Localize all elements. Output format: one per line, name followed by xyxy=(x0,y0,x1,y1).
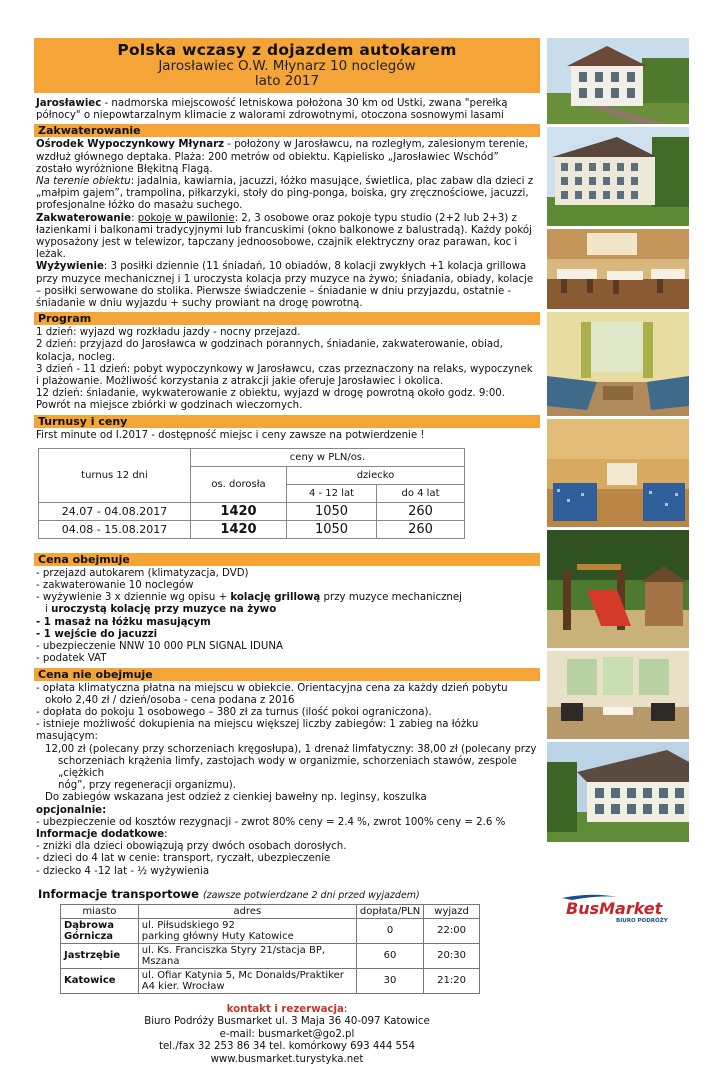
hotel-illustration xyxy=(547,127,689,226)
hotel-photo xyxy=(547,127,689,226)
info-label: Informacje dodatkowe xyxy=(36,828,165,840)
intro-text: - nadmorska miejscowość letniskowa położona 30 km od Ustki, zwana "perełką północy" o niepowtarzalnym klimacie z walorami zdrowotnymi, otoczona sosnowymi lasami xyxy=(36,98,508,122)
table-row xyxy=(39,502,465,520)
transport-city: Dąbrowa Górnicza xyxy=(61,918,139,943)
price-child2: 260 xyxy=(377,520,465,538)
transport-addr-line: parking główny Huty Katowice xyxy=(141,930,294,942)
transport-addr-line: A4 kier. Wrocław xyxy=(141,980,225,992)
transport-title xyxy=(38,887,540,901)
included-gala: uroczystą kolację przy muzyce na żywo xyxy=(51,604,277,616)
rooms-label: Zakwaterowanie xyxy=(36,212,132,224)
contact-title-line xyxy=(34,1004,540,1017)
contact-website[interactable]: www.busmarket.turystyka.net xyxy=(210,1053,364,1065)
dining-room-photo xyxy=(547,229,689,309)
price-col-child2: do 4 lat xyxy=(377,484,465,502)
info-line: - dzieci do 4 lat w cenie: transport, ryczałt, ubezpieczenie xyxy=(36,853,331,865)
dining-illustration xyxy=(547,229,689,309)
price-child2: 260 xyxy=(377,502,465,520)
transport-col-fee: dopłata/PLN xyxy=(356,904,423,918)
included-line: - 1 masaż na łóżku masującym xyxy=(36,616,211,628)
included-grill: kolację grillową xyxy=(230,592,321,604)
included-line: - przejazd autokarem (klimatyzacja, DVD) xyxy=(36,567,249,579)
transport-addr xyxy=(138,968,356,993)
price-child1: 1050 xyxy=(287,520,377,538)
contact-phone: tel./fax 32 253 86 34 tel. komórkowy 693 444 554 xyxy=(158,1041,415,1053)
transport-time: 22:00 xyxy=(424,918,480,943)
contact-title: kontakt i rezerwacja xyxy=(226,1003,344,1015)
optional-label: opcjonalnie: xyxy=(36,804,107,816)
villa-photo xyxy=(547,38,689,124)
bedroom-photo xyxy=(547,312,689,416)
section-zakwaterowanie: Zakwaterowanie xyxy=(34,124,540,137)
studio-room-photo xyxy=(547,419,689,527)
offer-header xyxy=(34,38,540,93)
price-table xyxy=(38,448,465,539)
section-turnusy: Turnusy i ceny xyxy=(34,415,540,428)
transport-col-time: wyjazd xyxy=(424,904,480,918)
offer-page xyxy=(34,38,540,1066)
rooms-pavilion: pokoje w pawilonie xyxy=(137,212,235,224)
busmarket-logo-mark xyxy=(560,892,672,924)
price-col-child1: 4 - 12 lat xyxy=(287,484,377,502)
info-label-line: Informacje dodatkowe: xyxy=(36,828,168,840)
included-body xyxy=(34,566,540,666)
center-name: Ośrodek Wypoczynkowy Młynarz xyxy=(36,139,225,151)
price-col-turnus: turnus 12 dni xyxy=(39,448,191,502)
excluded-line: nóg”, przy regeneracji organizmu). xyxy=(58,780,236,792)
transport-time: 21:20 xyxy=(424,968,480,993)
terrain-text: : jadalnia, kawiarnia, jacuzzi, łóżko masujące, świetlica, plac zabaw dla dzieci z „małpim gajem”, trampolina, piłkarzyki, stoły do ping-ponga, boiska, gry zręcznościowe, jacuzzi, profesjonalne łóżko do masażu suchego. xyxy=(36,176,534,212)
included-text: przy muzyce mechanicznej xyxy=(320,592,462,604)
price-col-ceny: ceny w PLN/os. xyxy=(191,448,465,466)
transport-col-addr: adres xyxy=(138,904,356,918)
price-child1: 1050 xyxy=(287,502,377,520)
intro-place: Jarosławiec xyxy=(36,98,102,109)
transport-time: 20:30 xyxy=(424,943,480,968)
table-row xyxy=(61,918,480,943)
excluded-line: 12,00 zł (polecany przy schorzeniach kręgosłupa), 1 drenaż limfatyczny: 38,00 zł (polecany przy xyxy=(45,743,537,755)
bedroom-illustration xyxy=(547,312,689,416)
lounge-illustration xyxy=(547,651,689,739)
included-line: - 1 wejście do jacuzzi xyxy=(36,628,158,640)
program-line: 1 dzień: wyjazd wg rozkładu jazdy - nocny przejazd. xyxy=(36,327,301,339)
contact-colon: : xyxy=(343,1003,348,1015)
terrain-label: Na terenie obiektu xyxy=(36,176,131,188)
optional-line: - ubezpieczenie od kosztów rezygnacji - zwrot 80% ceny = 2.4 %, zwrot 100% ceny = 2.6 % xyxy=(36,816,506,828)
transport-city: Jastrzębie xyxy=(61,943,139,968)
price-adult: 1420 xyxy=(191,502,287,520)
price-period: 04.08 - 15.08.2017 xyxy=(39,520,191,538)
table-row xyxy=(61,968,480,993)
transport-fee: 30 xyxy=(356,968,423,993)
transport-note: (zawsze potwierdzane 2 dni przed wyjazdem) xyxy=(202,889,420,901)
logo-name: BusMarket xyxy=(566,899,663,918)
contact-block xyxy=(34,1004,540,1066)
offer-season: lato 2017 xyxy=(254,73,320,89)
excluded-line: schorzeniach krążenia limfy, zastojach wody w organizmie, schorzeniach stawów, zespole „ciężkich xyxy=(58,755,517,779)
intro-paragraph xyxy=(34,96,540,122)
info-line: - dziecko 4 -12 lat - ½ wyżywienia xyxy=(36,865,210,877)
photo-column xyxy=(547,38,689,845)
price-col-adult: os. dorosła xyxy=(191,466,287,502)
excluded-line: około 2,40 zł / dzień/osoba - cena podana z 2016 xyxy=(45,694,295,706)
transport-addr xyxy=(138,918,356,943)
playground-photo xyxy=(547,530,689,648)
excluded-line: - opłata klimatyczna płatna na miejscu w obiekcie. Orientacyjna cena za każdy dzień pobytu xyxy=(36,682,508,694)
contact-email[interactable]: e-mail: busmarket@go2.pl xyxy=(219,1028,355,1040)
price-period: 24.07 - 04.08.2017 xyxy=(39,502,191,520)
studio-illustration xyxy=(547,419,689,527)
price-adult: 1420 xyxy=(191,520,287,538)
turnusy-note: First minute od I.2017 - dostępność miejsc i ceny zawsze na potwierdzenie ! xyxy=(36,429,425,441)
transport-fee: 0 xyxy=(356,918,423,943)
info-line: - zniżki dla dzieci obowiązują przy dwóch osobach dorosłych. xyxy=(36,841,347,853)
program-line: 12 dzień: śniadanie, wykwaterowanie z obiektu, wyjazd w drogę powrotną około godz. 9:00. Powrót na miejsce zbiórki w godzinach wieczornych. xyxy=(36,388,506,412)
pavilion-photo xyxy=(547,742,689,842)
program-line: 3 dzień - 11 dzień: pobyt wypoczynkowy w Jarosławcu, czas przeznaczony na relaks, wypoczynek i plażowanie. Możliwość korzystania z atrakcji jakie oferuje Jarosławiec i okolica. xyxy=(36,363,533,388)
pavilion-illustration xyxy=(547,742,689,842)
transport-addr-line: ul. Ofiar Katynia 5, Mc Donalds/Praktiker xyxy=(141,969,344,981)
transport-table xyxy=(60,904,480,994)
price-col-child: dziecko xyxy=(287,466,465,484)
food-label: Wyżywienie xyxy=(36,261,104,273)
table-row xyxy=(61,943,480,968)
excluded-line: - dopłata do pokoju 1 osobowego – 380 zł za turnus (ilość pokoi ograniczona). xyxy=(36,706,432,718)
logo-tagline: BIURO PODRÓŻY xyxy=(616,918,668,924)
included-line xyxy=(36,592,538,604)
busmarket-logo xyxy=(560,892,672,924)
offer-title: Polska wczasy z dojazdem autokarem xyxy=(117,41,457,59)
villa-illustration xyxy=(547,38,689,124)
transport-heading: Informacje transportowe xyxy=(38,886,199,901)
included-line: - zakwaterowanie 10 noclegów xyxy=(36,580,194,592)
excluded-line: - istnieje możliwość dokupienia na miejscu większej liczby zabiegów: 1 zabieg na łóżku masującym: xyxy=(36,719,479,743)
transport-city: Katowice xyxy=(61,968,139,993)
transport-addr-line: ul. Ks. Franciszka Styry 21/stacja BP, Mszana xyxy=(141,944,326,967)
included-line: - podatek VAT xyxy=(36,653,107,665)
included-line: - ubezpieczenie NNW 10 000 PLN SIGNAL IDUNA xyxy=(36,641,283,653)
excluded-line: Do zabiegów wskazana jest odzież z cienkiej bawełny np. leginsy, koszulka xyxy=(45,792,427,804)
included-text: - wyżywienie 3 x dziennie wg opisu + xyxy=(36,592,231,604)
offer-subtitle: Jarosławiec O.W. Młynarz 10 noclegów xyxy=(158,58,416,74)
included-text: i xyxy=(45,604,52,616)
table-row xyxy=(39,520,465,538)
center-text: - położony w Jarosławcu, na rozległym, zalesionym terenie, wzdłuż głównego deptaka. Plaża: 200 metrów od obiektu. Kąpielisko „Jarosławiec Wschód” zostało wyróżnione Błękitną Flagą. xyxy=(36,139,529,175)
transport-addr xyxy=(138,943,356,968)
program-body xyxy=(34,325,540,412)
transport-fee: 60 xyxy=(356,943,423,968)
transport-col-city: miasto xyxy=(61,904,139,918)
included-line xyxy=(36,604,538,616)
lounge-photo xyxy=(547,651,689,739)
contact-address: Biuro Podróży Busmarket ul. 3 Maja 36 40-097 Katowice xyxy=(144,1016,430,1028)
excluded-body xyxy=(34,681,540,878)
section-included: Cena obejmuje xyxy=(34,553,540,566)
section-excluded: Cena nie obejmuje xyxy=(34,668,540,681)
rooms-text: : 2, 3 osobowe oraz pokoje typu studio (2+2 lub 2+3) z łazienkami i balkonami tradycyjnymi lub francuskimi (okno balkonowe z balustradą). Każdy pokój wyposażony jest w telewizor, tapczany jednoosobowe, czajnik elektryczny oraz parawan, koc i leżak. xyxy=(36,212,532,261)
playground-illustration xyxy=(547,530,689,648)
zakwaterowanie-body: Ośrodek Wypoczynkowy Młynarz - położony w Jarosławcu, na rozległym, zalesionym terenie, wzdłuż głównego deptaka. Plaża: 200 metrów od obiektu. Kąpielisko „Jarosławiec Wschód” zostało wyróżnione Błękitną Flagą. Na terenie obiektu: jadalnia, kawiarnia, jacuzzi, łóżko masujące, świetlica, plac zabaw dla dzieci z „małpim gajem”, trampolina, piłkarzyki, stoły do ping-ponga, boiska, gry zręcznościowe, jacuzzi, profesjonalne łóżko do masażu suchego. Zakwaterowanie: pokoje w pawilonie: 2, 3 osobowe oraz pokoje typu studio (2+2 lub 2+3) z łazienkami i balkonami tradycyjnymi lub francuskimi (okno balkonowe z balustradą). Każdy pokój wyposażony jest w telewizor, tapczany jednoosobowe, czajnik elektryczny oraz parawan, koc i leżak. Wyżywienie: 3 posiłki dziennie (11 śniadań, 10 obiadów, 8 kolacji zwykłych +1 kolacja grillowa przy muzyce mechanicznej i 1 uroczysta kolacja przy muzyce na żywo; śniadania, obiady, kolacje – posiłki serwowane do stolika. Pierwsze świadczenie – śniadanie w dniu przyjazdu, ostatnie - śniadanie w dniu wyjazdu + suchy prowiant na drogę powrotną. xyxy=(36,139,534,310)
program-line: 2 dzień: przyjazd do Jarosławca w godzinach porannych, śniadanie, zakwaterowanie, obiad, kolacja, nocleg. xyxy=(36,339,503,363)
transport-addr-line: ul. Piłsudskiego 92 xyxy=(141,919,235,931)
section-program: Program xyxy=(34,312,540,325)
food-text: : 3 posiłki dziennie (11 śniadań, 10 obiadów, 8 kolacji zwykłych +1 kolacja grillowa przy muzyce mechanicznej i 1 uroczysta kolacja przy muzyce na żywo; śniadania, obiady, kolacje – posiłki serwowane do stolika. Pierwsze świadczenie – śniadanie w dniu przyjazdu, ostatnie - śniadanie w dniu wyjazdu + suchy prowiant na drogę powrotną. xyxy=(36,261,534,310)
